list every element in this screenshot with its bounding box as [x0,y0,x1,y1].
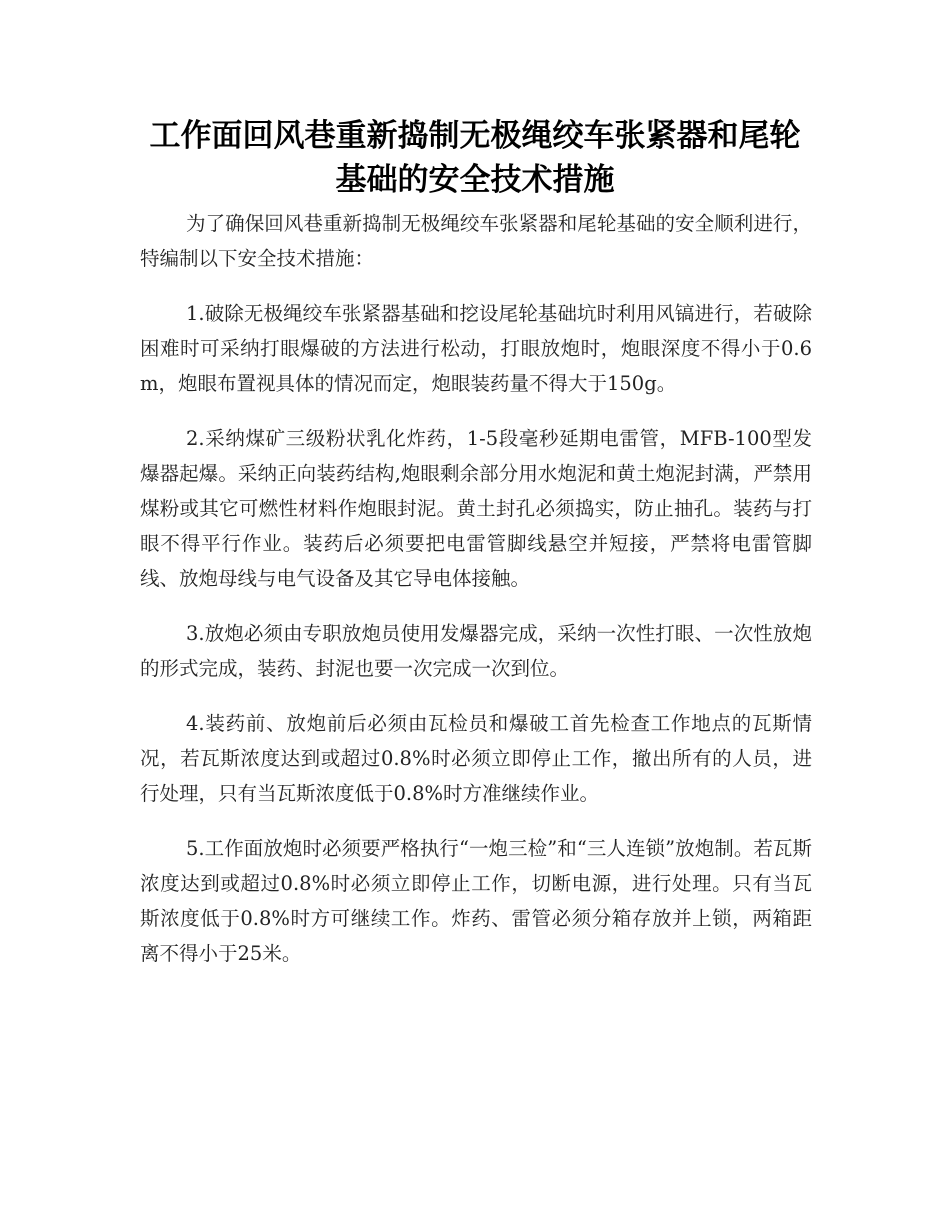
document-title: 工作面回风巷重新捣制无极绳绞车张紧器和尾轮基础的安全技术措施 [149,118,801,198]
intro-paragraph: 为了确保回风巷重新捣制无极绳绞车张紧器和尾轮基础的安全顺利进行，特编制以下安全技术措施： [140,212,812,270]
paragraph-item-2: 2.采纳煤矿三级粉状乳化炸药，1-5段毫秒延期电雷管，MFB-100型发爆器起爆。采纳正向装药结构,炮眼剩余部分用水炮泥和黄土炮泥封满，严禁用煤粉或其它可燃性材料作炮眼封泥。黄土封孔必须捣实，防止抽孔。装药与打眼不得平行作业。装药后必须要把电雷管脚线悬空并短接，严禁将电雷管脚线、放炮母线与电气设备及其它导电体接触。 [140,427,812,590]
paragraph-item-4: 4.装药前、放炮前后必须由瓦检员和爆破工首先检查工作地点的瓦斯情况，若瓦斯浓度达到或超过0.8%时必须立即停止工作，撤出所有的人员，进行处理，只有当瓦斯浓度低于0.8%时方准继续作业。 [140,712,812,805]
paragraph-item-3: 3.放炮必须由专职放炮员使用发爆器完成，采纳一次性打眼、一次性放炮的形式完成，装药、封泥也要一次完成一次到位。 [140,622,812,680]
paragraph-item-5: 5.工作面放炮时必须要严格执行“一炮三检”和“三人连锁”放炮制。若瓦斯浓度达到或超过0.8%时必须立即停止工作，切断电源，进行处理。只有当瓦斯浓度低于0.8%时方可继续工作。炸药、雷管必须分箱存放并上锁，两箱距离不得小于25米。 [140,837,812,965]
document-body [140,206,812,991]
paragraph-item-1: 1.破除无极绳绞车张紧器基础和挖设尾轮基础坑时利用风镐进行，若破除困难时可采纳打眼爆破的方法进行松动，打眼放炮时，炮眼深度不得小于0.6m，炮眼布置视具体的情况而定，炮眼装药量不得大于150g。 [140,302,812,395]
